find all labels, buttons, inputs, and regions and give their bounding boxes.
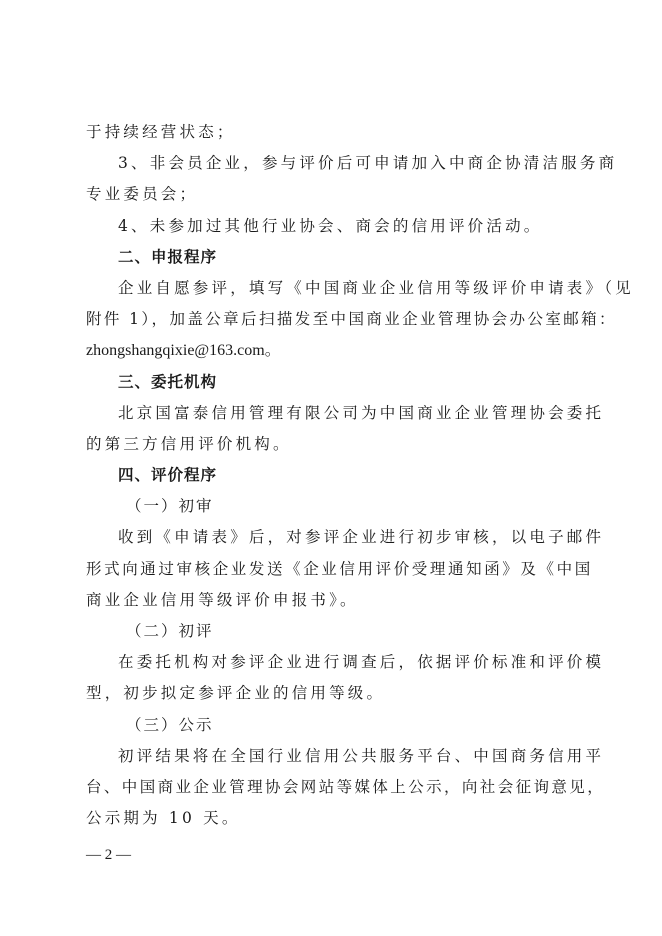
list-item-4: 4、未参加过其他行业协会、商会的信用评价活动。 bbox=[118, 216, 543, 235]
text-line: 北京国富泰信用管理有限公司为中国商业企业管理协会委托 bbox=[118, 403, 605, 422]
text-line: 形式向通过审核企业发送《企业信用评价受理通知函》及《中国 bbox=[86, 559, 593, 578]
text-line: 专业委员会； bbox=[86, 185, 199, 204]
email-address: zhongshangqixie@163.com。 bbox=[86, 342, 281, 360]
section-heading-application: 二、申报程序 bbox=[118, 247, 218, 266]
list-item-3: 3、非会员企业，参与评价后可申请加入中商企协清洁服务商 bbox=[118, 154, 618, 173]
text-line: 于持续经营状态； bbox=[86, 123, 236, 141]
text-line: 商业企业信用等级评价申报书》。 bbox=[86, 590, 359, 609]
section-heading-procedure: 四、评价程序 bbox=[118, 466, 218, 485]
text-line: 台、中国商业企业管理协会网站等媒体上公示，向社会征询意见， bbox=[86, 777, 606, 796]
text-line: 的第三方信用评价机构。 bbox=[86, 434, 292, 453]
text-line: 在委托机构对参评企业进行调查后，依据评价标准和评价模 bbox=[118, 653, 605, 672]
text-line: 初评结果将在全国行业信用公共服务平台、中国商务信用平 bbox=[118, 746, 605, 765]
text-line: 型，初步拟定参评企业的信用等级。 bbox=[86, 684, 386, 703]
subheading-initial-review: （一）初审 bbox=[126, 497, 214, 516]
text-line: 企业自愿参评，填写《中国商业企业信用等级评价申请表》（见 bbox=[118, 278, 634, 297]
subheading-publicity: （三）公示 bbox=[126, 715, 214, 734]
document-page bbox=[86, 117, 634, 834]
text-line: 公示期为 10 天。 bbox=[86, 809, 241, 828]
subheading-initial-rating: （二）初评 bbox=[126, 622, 214, 640]
text-line: 附件 1），加盖公章后扫描发至中国商业企业管理协会办公室邮箱： bbox=[86, 310, 617, 329]
section-heading-agency: 三、委托机构 bbox=[118, 372, 218, 391]
page-number: — 2 — bbox=[86, 847, 131, 863]
text-line: 收到《申请表》后，对参评企业进行初步审核，以电子邮件 bbox=[118, 528, 605, 547]
